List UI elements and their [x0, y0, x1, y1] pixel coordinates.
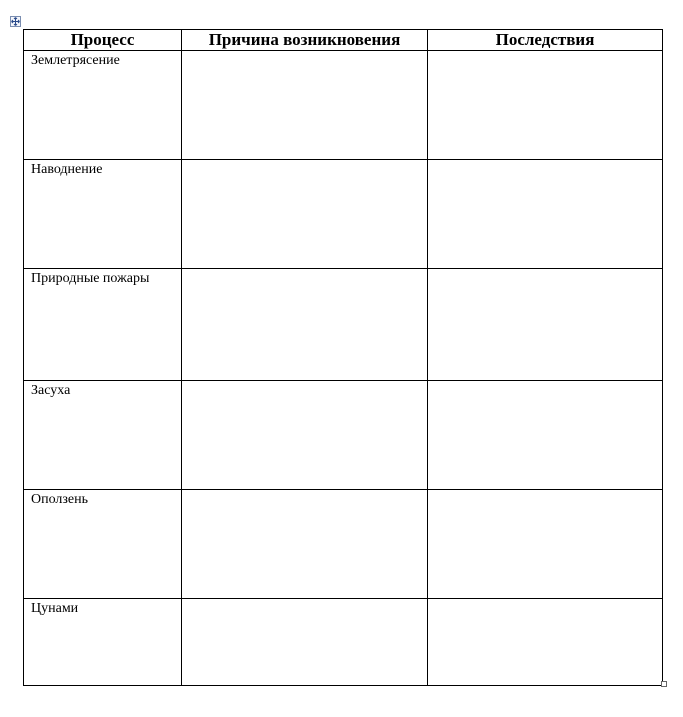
table-move-handle-icon[interactable]: [10, 16, 21, 27]
worksheet-table: [23, 29, 663, 686]
consequences-cell[interactable]: [428, 490, 663, 599]
table-row: [24, 269, 663, 381]
consequences-cell[interactable]: [428, 599, 663, 686]
consequences-cell[interactable]: [428, 269, 663, 381]
table-header-row: [24, 30, 663, 51]
table-resize-handle[interactable]: [661, 681, 667, 687]
table-row: [24, 490, 663, 599]
process-cell[interactable]: Засуха: [24, 381, 182, 490]
consequences-cell[interactable]: [428, 381, 663, 490]
process-cell[interactable]: Природные пожары: [24, 269, 182, 381]
process-cell[interactable]: Цунами: [24, 599, 182, 686]
header-process: Процесс: [24, 30, 182, 51]
table-row: [24, 599, 663, 686]
cause-cell[interactable]: [182, 490, 428, 599]
table-row: [24, 160, 663, 269]
cause-cell[interactable]: [182, 381, 428, 490]
process-cell[interactable]: Оползень: [24, 490, 182, 599]
header-consequences: Последствия: [428, 30, 663, 51]
consequences-cell[interactable]: [428, 160, 663, 269]
cause-cell[interactable]: [182, 599, 428, 686]
table-row: [24, 381, 663, 490]
cause-cell[interactable]: [182, 51, 428, 160]
consequences-cell[interactable]: [428, 51, 663, 160]
process-cell[interactable]: Наводнение: [24, 160, 182, 269]
header-cause: Причина возникновения: [182, 30, 428, 51]
cause-cell[interactable]: [182, 160, 428, 269]
cause-cell[interactable]: [182, 269, 428, 381]
table-row: [24, 51, 663, 160]
process-cell[interactable]: Землетрясение: [24, 51, 182, 160]
